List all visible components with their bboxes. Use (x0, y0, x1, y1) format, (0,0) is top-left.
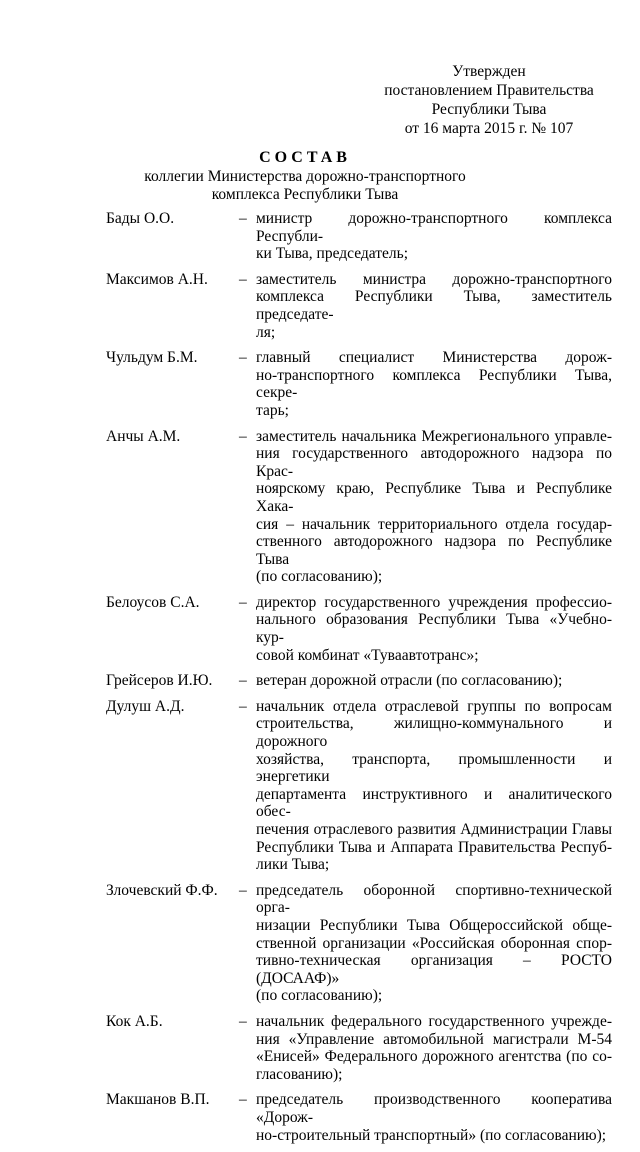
member-role-line: председатель оборонной спортивно-технической орга- (256, 881, 612, 917)
dash-separator: – (239, 881, 247, 899)
member-name: Кок А.Б. (106, 1012, 163, 1030)
member-row (106, 271, 612, 341)
member-role-line: но-строительный транспортный» (по согласованию); (256, 1126, 607, 1144)
member-row (106, 882, 612, 1005)
member-role-line: низации Республики Тыва Общероссийской обще- (256, 916, 612, 934)
member-role-line: тивно-техническая организация – РОСТО (ДОСААФ)» (256, 952, 612, 987)
member-row (106, 428, 612, 586)
member-name: Чульдум Б.М. (106, 349, 198, 367)
member-role-line: тарь; (256, 401, 289, 419)
member-role (256, 1013, 612, 1083)
member-roster (106, 210, 612, 1152)
member-role (256, 349, 612, 419)
member-role-line: заместитель начальника Межрегионального управле- (256, 427, 612, 445)
member-name: Грейсеров И.Ю. (106, 672, 213, 690)
member-role-line: заместитель министра дорожно-транспортного (256, 270, 612, 288)
member-role-line: начальник отдела отраслевой группы по вопросам (256, 697, 612, 715)
member-role-line: ки Тыва, председатель; (256, 245, 409, 263)
approval-date-line: от 16 марта 2015 г. № 107 (404, 120, 574, 137)
member-row (106, 594, 612, 664)
member-row (106, 1013, 612, 1083)
member-row (106, 210, 612, 263)
member-row (106, 672, 612, 690)
member-row (106, 698, 612, 874)
approval-line: постановлением Правительства (384, 82, 594, 99)
member-role-line: ния государственного автодорожного надзора по Крас- (256, 445, 612, 480)
member-role-line: но-транспортного комплекса Республики Тыва, секре- (256, 366, 612, 402)
member-role-line: начальник федерального государственного учрежде- (256, 1012, 612, 1030)
approval-line: Республики Тыва (431, 101, 547, 118)
dash-separator: – (239, 210, 247, 227)
member-role-line: лики Тыва; (256, 856, 330, 874)
member-role (256, 271, 612, 341)
dash-separator: – (239, 1012, 247, 1030)
member-name: Злочевский Ф.Ф. (106, 881, 218, 899)
member-row (106, 1091, 612, 1144)
document-title-block (100, 148, 510, 204)
member-name: Макшанов В.П. (106, 1091, 210, 1109)
member-role-line: (по согласованию); (256, 987, 383, 1005)
member-role-line: (по согласованию); (256, 568, 383, 586)
member-role (256, 428, 612, 586)
approval-line: Утвержден (452, 63, 526, 80)
member-role-line: председатель производственного кооператива «Дорож- (256, 1091, 612, 1126)
member-role-line: хозяйства, транспорта, промышленности и энергетики (256, 750, 612, 786)
member-role-line: комплекса Республики Тыва, заместитель председате- (256, 288, 612, 323)
approval-stamp-block (378, 62, 600, 138)
member-role-line: ния «Управление автомобильной магистрали М-54 (256, 1030, 612, 1048)
document-title: СОСТАВ (259, 149, 351, 166)
member-role (256, 594, 612, 664)
member-role-line: нального образования Республики Тыва «Учебно-кур- (256, 611, 612, 647)
member-role-line: «Енисей» Федерального дорожного агентства (по со- (256, 1048, 612, 1066)
member-role-line: сия – начальник территориального отдела государ- (256, 515, 612, 533)
member-role-line: директор государственного учреждения профессио- (256, 593, 612, 611)
member-name: Дулуш А.Д. (106, 697, 185, 715)
member-role-line: Республики Тыва и Аппарата Правительства Респуб- (256, 838, 612, 856)
dash-separator: – (239, 427, 247, 445)
member-role-line: министр дорожно-транспортного комплекса Республи- (256, 210, 612, 245)
dash-separator: – (239, 672, 247, 690)
dash-separator: – (239, 270, 247, 288)
document-subtitle: коллегии Министерства дорожно-транспортного (144, 168, 466, 185)
member-role (256, 698, 612, 874)
member-role-line: главный специалист Министерства дорож- (256, 349, 612, 367)
document-subtitle: комплекса Республики Тыва (211, 186, 399, 203)
member-role-line: ственного автодорожного надзора по Республике Тыва (256, 533, 612, 568)
member-role-line: совой комбинат «Тувaавтотранс»; (256, 646, 479, 664)
dash-separator: – (239, 593, 247, 611)
member-role (256, 210, 612, 263)
member-role-line: ственной организации «Российская оборонная спор- (256, 934, 612, 952)
member-role-line: ля; (256, 323, 276, 341)
dash-separator: – (239, 1091, 247, 1109)
member-row (106, 349, 612, 419)
member-role-line: печения отраслевого развития Администрации Главы (256, 821, 612, 838)
member-role-line: департамента инструктивного и аналитического обес- (256, 785, 612, 821)
member-role (256, 882, 612, 1005)
dash-separator: – (239, 349, 247, 367)
member-role-line: ноярскому краю, Республике Тыва и Республике Хака- (256, 480, 612, 515)
member-role (256, 672, 612, 690)
member-name: Белоусов С.А. (106, 593, 200, 611)
member-name: Анчы А.М. (106, 427, 181, 445)
member-role-line: строительства, жилищно-коммунального и дорожного (256, 715, 612, 751)
member-name: Бады О.О. (106, 210, 175, 227)
member-role-line: ветеран дорожной отрасли (по согласованию); (256, 672, 563, 690)
member-name: Максимов А.Н. (106, 270, 208, 288)
member-role-line: гласованию); (256, 1065, 343, 1083)
member-role (256, 1091, 612, 1144)
dash-separator: – (239, 697, 247, 715)
